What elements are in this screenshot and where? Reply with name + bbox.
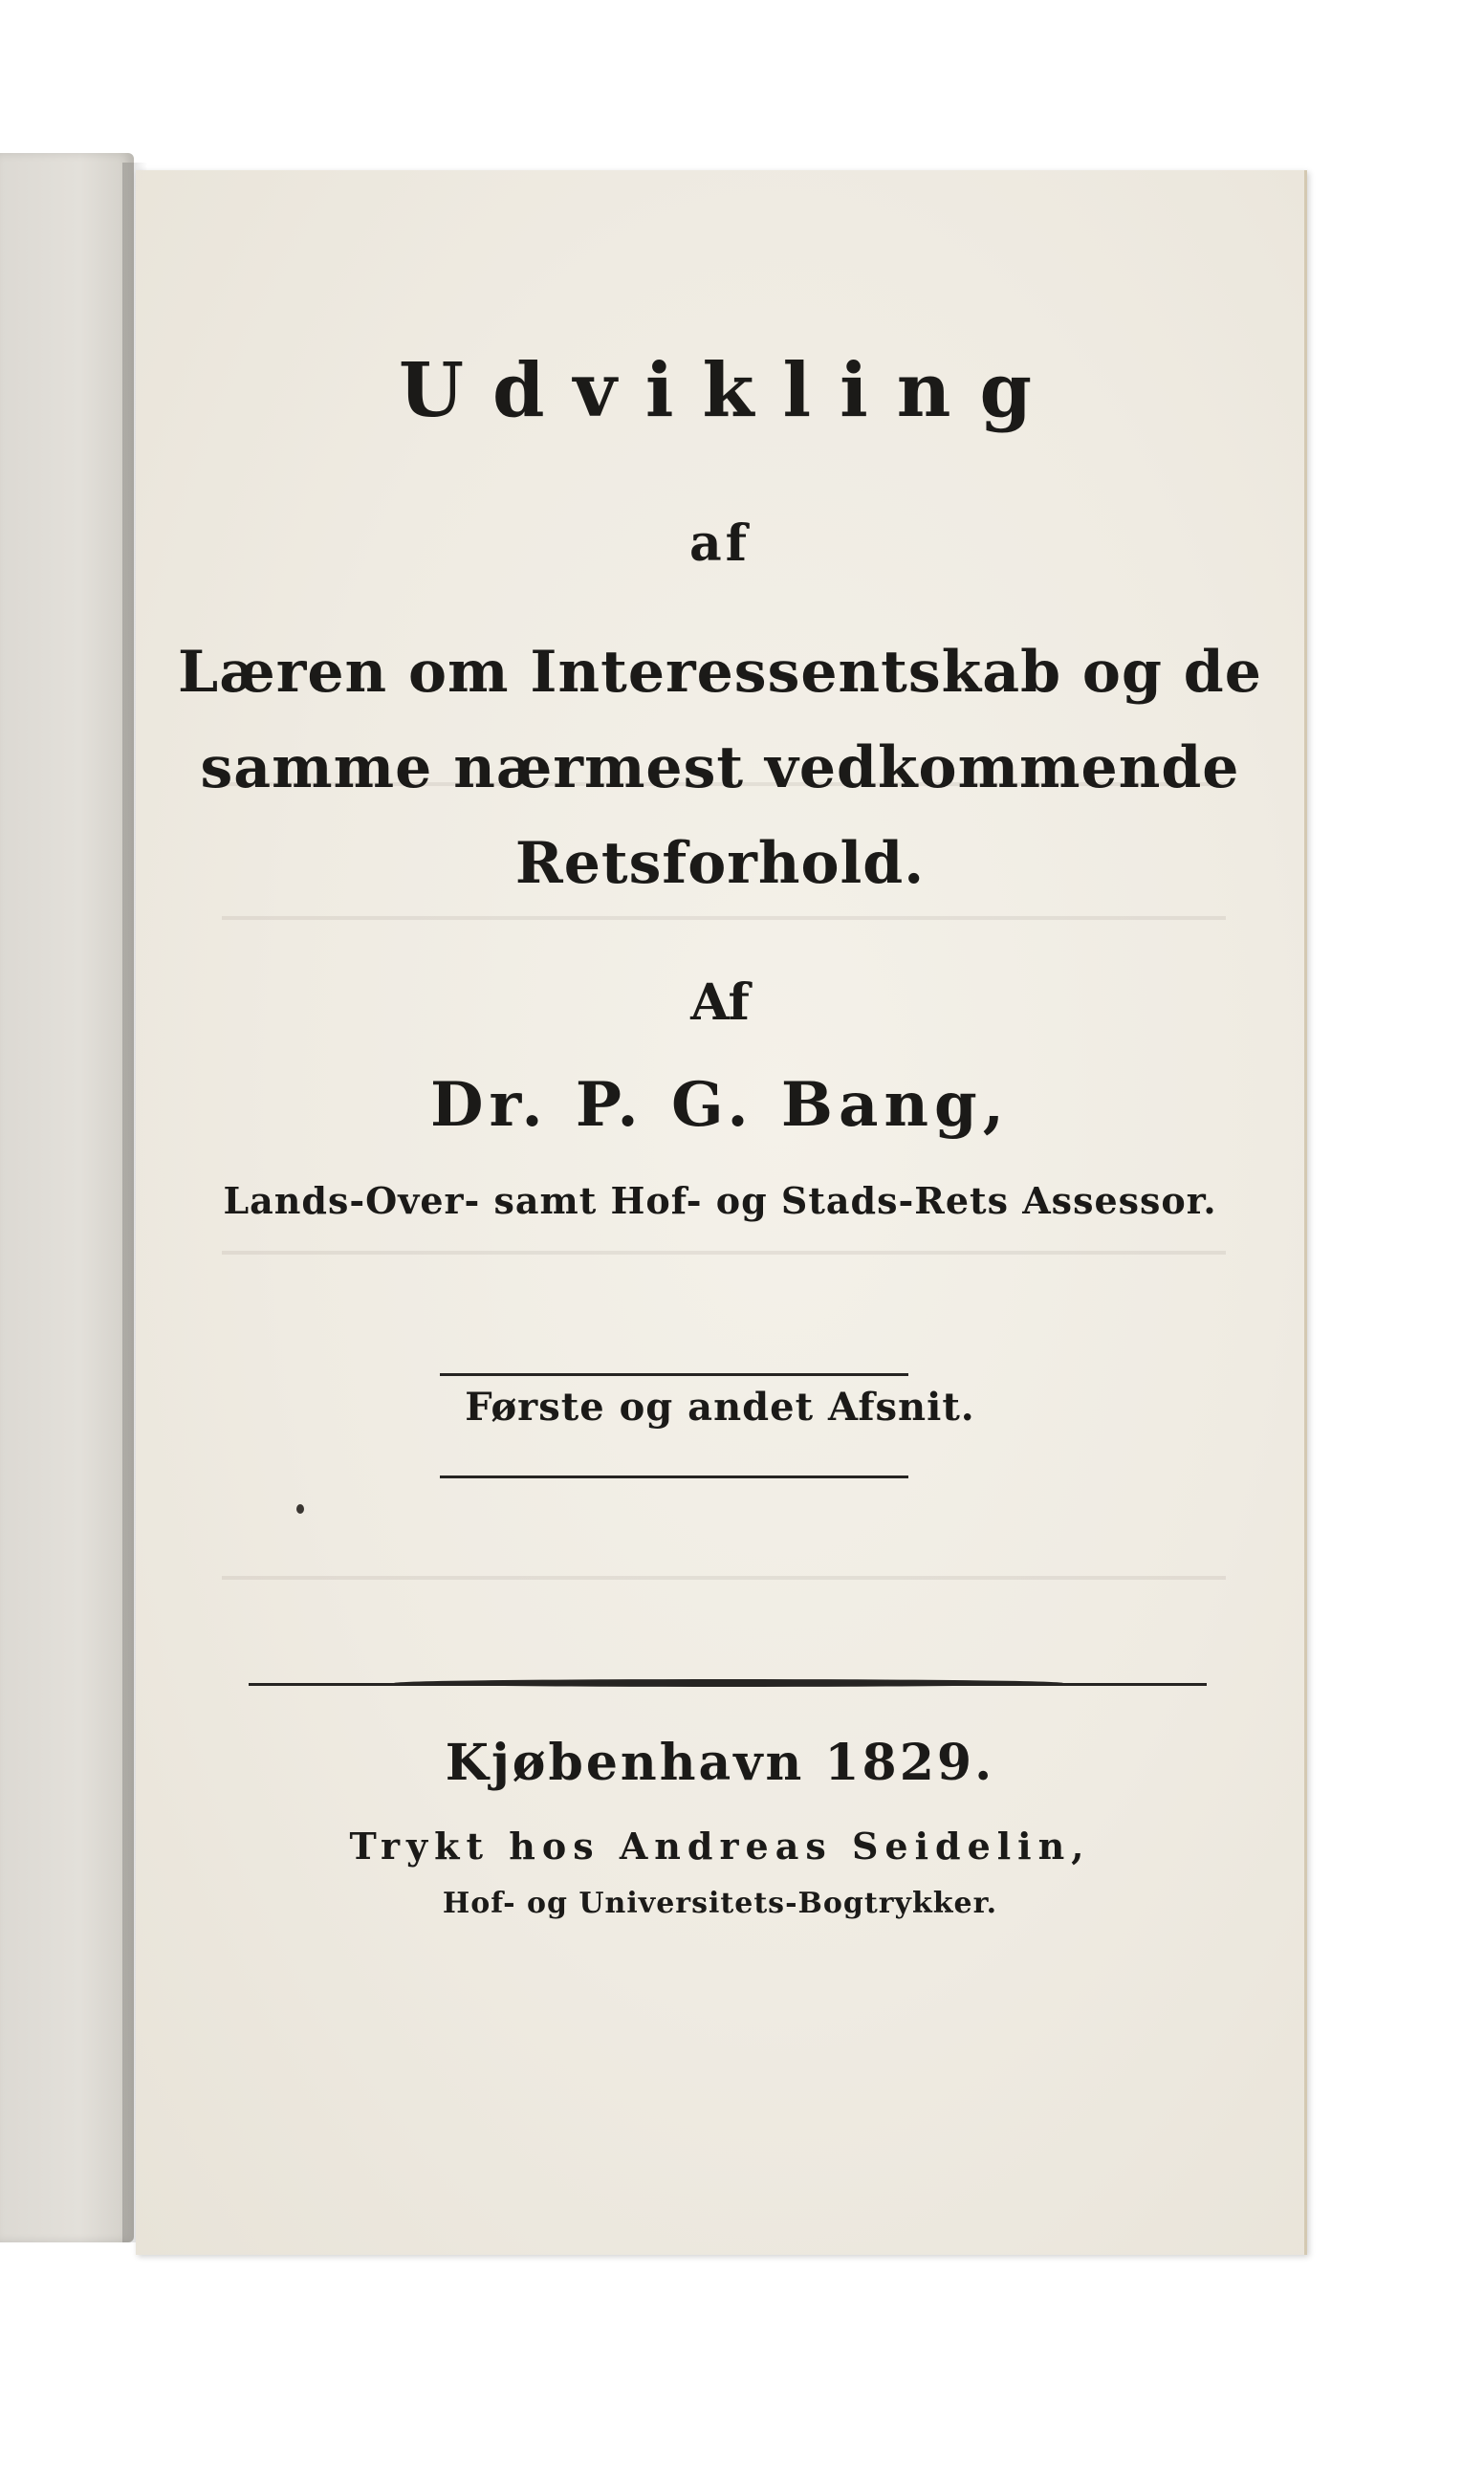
divider-rule <box>440 1373 908 1376</box>
section-label: Første og andet Afsnit. <box>465 1385 975 1430</box>
title-page <box>136 170 1307 2255</box>
main-title: Udvikling <box>398 347 1061 434</box>
show-through-line <box>222 1576 1226 1580</box>
subtitle-line-2: samme nærmest vedkommende <box>200 734 1240 801</box>
imprint-printer: Trykt hos Andreas Seidelin, <box>349 1825 1091 1868</box>
imprint-rule-swell <box>394 1679 1063 1687</box>
author-by: Af <box>690 973 750 1032</box>
author-position: Lands-Over- samt Hof- og Stads-Rets Assessor. <box>223 1179 1217 1222</box>
imprint-printer-title: Hof- og Universitets-Bogtrykker. <box>442 1887 998 1920</box>
author-name: Dr. P. G. Bang, <box>429 1069 1011 1141</box>
title-connector: af <box>688 514 752 573</box>
subtitle-line-3: Retsforhold. <box>514 830 926 897</box>
ink-speck <box>296 1504 304 1514</box>
divider-rule <box>440 1475 908 1478</box>
subtitle-line-1: Læren om Interessentskab og de <box>178 639 1262 706</box>
show-through-line <box>222 1251 1226 1255</box>
facing-page <box>0 153 134 2242</box>
show-through-line <box>222 916 1226 920</box>
imprint-place-year: Kjøbenhavn 1829. <box>445 1734 995 1792</box>
